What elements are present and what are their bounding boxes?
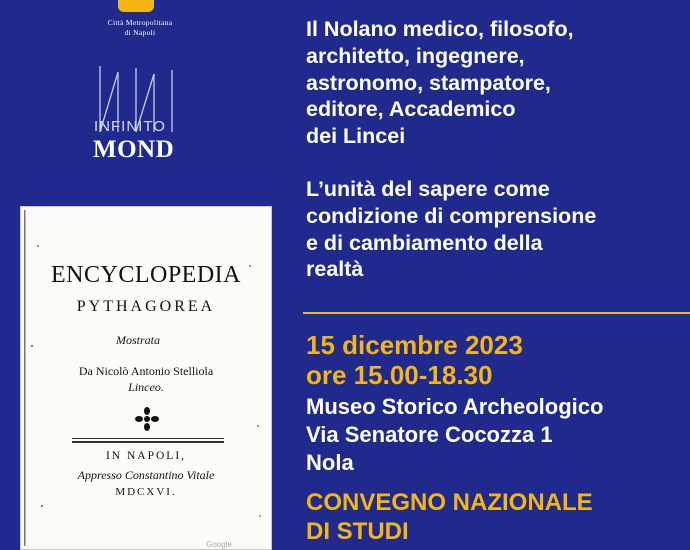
book-subtitle: PYTHAGOREA xyxy=(76,298,216,315)
subtitle-line: L’unità del sapere come xyxy=(306,177,550,201)
headline-line: editore, Accademico xyxy=(306,97,516,122)
venue-line: Museo Storico Archeologico xyxy=(306,394,604,419)
venue xyxy=(306,393,603,477)
book-place: IN NAPOLI, xyxy=(105,450,187,462)
mond-wordmark: MOND xyxy=(93,136,175,163)
book-title: ENCYCLOPEDIA xyxy=(51,262,241,288)
headline-line: astronomo, stampatore, xyxy=(306,70,551,95)
book-year: MDCXVI. xyxy=(115,486,177,498)
right-column xyxy=(303,0,690,550)
event-type xyxy=(306,488,593,546)
rule-bottom xyxy=(72,441,224,443)
headline xyxy=(306,16,574,150)
org-name xyxy=(80,18,200,38)
ornament-icon xyxy=(134,406,160,432)
event-line: CONVEGNO NAZIONALE xyxy=(306,489,593,516)
left-column xyxy=(0,0,300,550)
headline-line: architetto, ingegnere, xyxy=(306,43,525,68)
venue-line: Nola xyxy=(306,450,354,475)
headline-line: dei Lincei xyxy=(306,124,406,149)
venue-line: Via Senatore Cocozza 1 xyxy=(306,422,553,447)
org-line-1: Città Metropolitana xyxy=(107,18,173,27)
subtitle xyxy=(306,176,596,283)
event-date: 15 dicembre 2023 xyxy=(306,330,523,360)
subtitle-line: e di cambiamento della xyxy=(306,230,543,255)
subtitle-line: realtà xyxy=(306,257,364,282)
watermark: Google xyxy=(206,540,232,549)
divider xyxy=(303,312,690,314)
event-time: ore 15.00-18.30 xyxy=(306,360,493,390)
book-printer: Appresso Constantino Vitale xyxy=(77,468,215,482)
headline-line: Il Nolano medico, filosofo, xyxy=(306,17,574,41)
book-shown: Mostrata xyxy=(115,333,160,347)
crest-icon xyxy=(118,0,154,12)
rule-top xyxy=(72,438,224,439)
book-title-page xyxy=(20,206,272,550)
event-line: DI STUDI xyxy=(306,518,409,545)
book-author: Da Nicolò Antonio Stelliola xyxy=(78,364,214,378)
book-author-2: Linceo. xyxy=(128,380,164,394)
subtitle-line: condizione di comprensione xyxy=(306,203,597,228)
org-line-2: di Napoli xyxy=(124,28,156,37)
infinito-wordmark: INFINITO xyxy=(94,118,166,135)
